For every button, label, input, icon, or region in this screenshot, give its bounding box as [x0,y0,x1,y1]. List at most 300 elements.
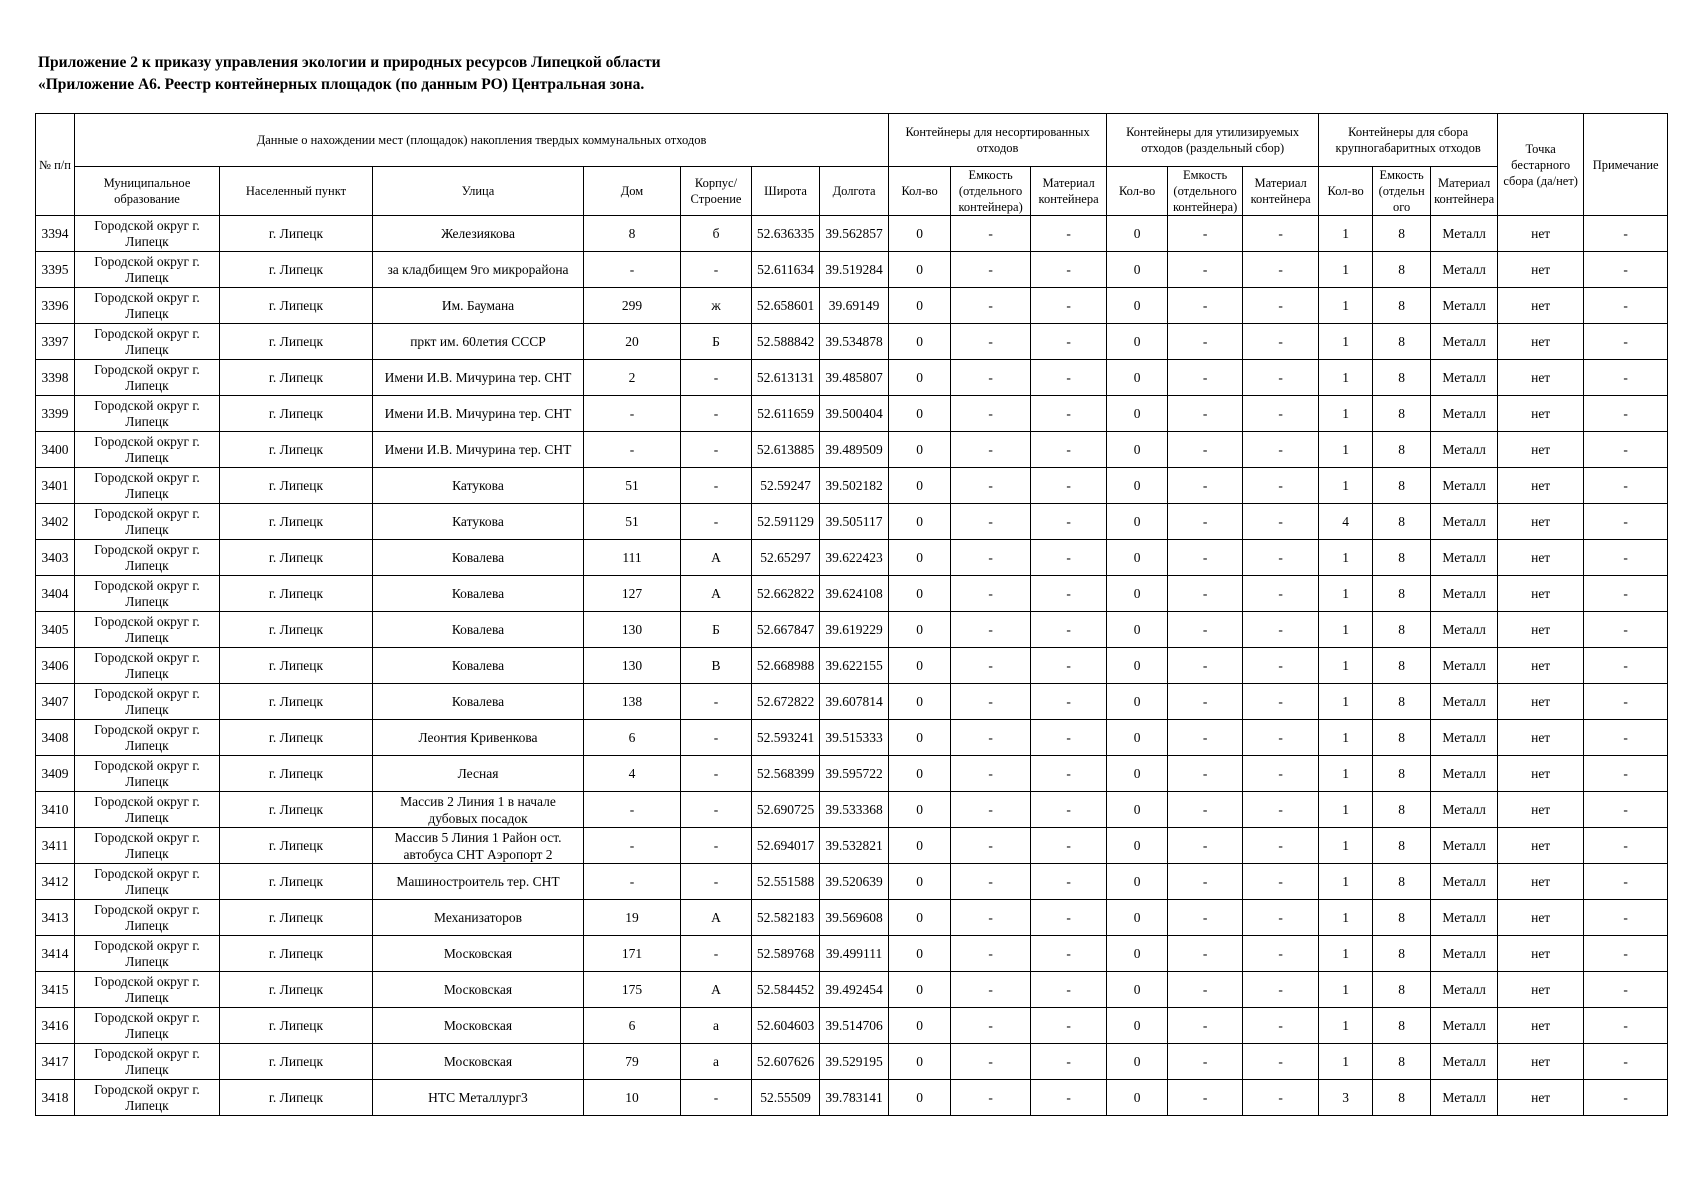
row-number: 3394 [36,216,75,252]
house-cell: - [584,828,681,864]
longitude-cell: 39.532821 [820,828,889,864]
house-header: Дом [584,167,681,216]
bulky-material-header: Материал контейнера [1431,167,1498,216]
note-cell: - [1584,396,1668,432]
building-cell: а [681,1008,752,1044]
note-cell: - [1584,288,1668,324]
bulky-material-cell: Металл [1431,612,1498,648]
bulky-capacity-header: Емкость (отдельн ого [1373,167,1431,216]
settlement-cell: г. Липецк [220,252,373,288]
row-number: 3399 [36,396,75,432]
bagless-cell: нет [1498,792,1584,828]
unsorted-capacity-cell: - [951,540,1031,576]
note-cell: - [1584,360,1668,396]
table-row [36,864,1668,900]
latitude-cell: 52.611634 [752,252,820,288]
municipality-cell: Городской округ г. Липецк [75,612,220,648]
bagless-cell: нет [1498,432,1584,468]
bagless-header: Точка бестарного сбора (да/нет) [1498,114,1584,216]
bulky-count-cell: 1 [1319,828,1373,864]
house-cell: - [584,432,681,468]
unsorted-material-cell: - [1031,216,1107,252]
street-cell: Машиностроитель тер. СНТ [373,864,584,900]
house-cell: 299 [584,288,681,324]
municipality-cell: Городской округ г. Липецк [75,1080,220,1116]
bagless-cell: нет [1498,396,1584,432]
bulky-material-cell: Металл [1431,972,1498,1008]
table-row [36,828,1668,864]
longitude-cell: 39.595722 [820,756,889,792]
longitude-cell: 39.489509 [820,432,889,468]
unsorted-capacity-cell: - [951,504,1031,540]
latitude-cell: 52.662822 [752,576,820,612]
unsorted-material-cell: - [1031,612,1107,648]
settlement-cell: г. Липецк [220,612,373,648]
municipality-cell: Городской округ г. Липецк [75,540,220,576]
unsorted-capacity-cell: - [951,720,1031,756]
recycle-material-cell: - [1243,1008,1319,1044]
recycle-count-cell: 0 [1107,828,1168,864]
row-number: 3398 [36,360,75,396]
recycle-capacity-cell: - [1168,756,1243,792]
note-cell: - [1584,720,1668,756]
bagless-cell: нет [1498,684,1584,720]
settlement-cell: г. Липецк [220,792,373,828]
recycle-material-cell: - [1243,612,1319,648]
row-number: 3412 [36,864,75,900]
settlement-cell: г. Липецк [220,216,373,252]
unsorted-count-cell: 0 [889,936,951,972]
bulky-count-cell: 1 [1319,684,1373,720]
recycle-count-cell: 0 [1107,324,1168,360]
recycle-count-cell: 0 [1107,576,1168,612]
table-row [36,684,1668,720]
unsorted-capacity-cell: - [951,432,1031,468]
latitude-cell: 52.690725 [752,792,820,828]
bulky-capacity-cell: 8 [1373,396,1431,432]
bulky-count-cell: 1 [1319,540,1373,576]
recycle-capacity-cell: - [1168,216,1243,252]
bagless-cell: нет [1498,900,1584,936]
bagless-cell: нет [1498,504,1584,540]
recycle-material-cell: - [1243,684,1319,720]
recycle-capacity-cell: - [1168,900,1243,936]
bulky-material-cell: Металл [1431,792,1498,828]
table-row [36,288,1668,324]
bagless-cell: нет [1498,216,1584,252]
bulky-capacity-cell: 8 [1373,936,1431,972]
unsorted-material-cell: - [1031,1008,1107,1044]
bulky-count-cell: 1 [1319,324,1373,360]
recycle-capacity-cell: - [1168,576,1243,612]
unsorted-material-cell: - [1031,324,1107,360]
settlement-cell: г. Липецк [220,432,373,468]
unsorted-material-cell: - [1031,936,1107,972]
latitude-cell: 52.611659 [752,396,820,432]
recycle-count-cell: 0 [1107,756,1168,792]
latitude-cell: 52.694017 [752,828,820,864]
bulky-count-cell: 1 [1319,972,1373,1008]
note-cell: - [1584,576,1668,612]
building-cell: б [681,216,752,252]
bulky-capacity-cell: 8 [1373,576,1431,612]
settlement-cell: г. Липецк [220,972,373,1008]
table-row [36,576,1668,612]
recycle-capacity-cell: - [1168,828,1243,864]
bulky-count-cell: 1 [1319,360,1373,396]
latitude-cell: 52.588842 [752,324,820,360]
recycle-count-cell: 0 [1107,900,1168,936]
table-row [36,324,1668,360]
settlement-cell: г. Липецк [220,468,373,504]
table-row [36,396,1668,432]
building-cell: Б [681,324,752,360]
table-row [36,1080,1668,1116]
bulky-count-cell: 3 [1319,1080,1373,1116]
building-cell: - [681,720,752,756]
bulky-material-cell: Металл [1431,432,1498,468]
bulky-capacity-cell: 8 [1373,504,1431,540]
unsorted-material-cell: - [1031,1080,1107,1116]
recycle-count-cell: 0 [1107,936,1168,972]
recycle-capacity-cell: - [1168,432,1243,468]
building-cell: ж [681,288,752,324]
bulky-material-cell: Металл [1431,828,1498,864]
latitude-cell: 52.593241 [752,720,820,756]
unsorted-capacity-cell: - [951,792,1031,828]
table-row [36,1008,1668,1044]
bulky-material-cell: Металл [1431,288,1498,324]
title-line-1: Приложение 2 к приказу управления экологии и природных ресурсов Липецкой области [38,54,661,71]
recycle-capacity-cell: - [1168,396,1243,432]
recycle-material-cell: - [1243,936,1319,972]
recycle-capacity-cell: - [1168,792,1243,828]
recycle-count-cell: 0 [1107,288,1168,324]
location-group-header: Данные о нахождении мест (площадок) накопления твердых коммунальных отходов [75,114,889,167]
longitude-cell: 39.492454 [820,972,889,1008]
unsorted-capacity-cell: - [951,576,1031,612]
settlement-cell: г. Липецк [220,1008,373,1044]
bulky-material-cell: Металл [1431,252,1498,288]
latitude-cell: 52.589768 [752,936,820,972]
settlement-cell: г. Липецк [220,720,373,756]
unsorted-capacity-cell: - [951,360,1031,396]
bagless-cell: нет [1498,1044,1584,1080]
recycle-count-cell: 0 [1107,252,1168,288]
bulky-count-cell: 1 [1319,648,1373,684]
row-number: 3402 [36,504,75,540]
note-cell: - [1584,936,1668,972]
house-cell: 6 [584,1008,681,1044]
note-cell: - [1584,648,1668,684]
bulky-material-cell: Металл [1431,576,1498,612]
row-number: 3407 [36,684,75,720]
longitude-cell: 39.533368 [820,792,889,828]
bagless-cell: нет [1498,324,1584,360]
unsorted-material-cell: - [1031,828,1107,864]
unsorted-count-cell: 0 [889,864,951,900]
note-header: Примечание [1584,114,1668,216]
recycle-material-cell: - [1243,1080,1319,1116]
bulky-count-cell: 1 [1319,900,1373,936]
settlement-cell: г. Липецк [220,1044,373,1080]
unsorted-material-cell: - [1031,1044,1107,1080]
recycle-count-cell: 0 [1107,396,1168,432]
table-row [36,1044,1668,1080]
house-cell: 19 [584,900,681,936]
settlement-header: Населенный пункт [220,167,373,216]
street-cell: Имени И.В. Мичурина тер. СНТ [373,432,584,468]
unsorted-capacity-cell: - [951,324,1031,360]
building-cell: а [681,1044,752,1080]
bulky-material-cell: Металл [1431,684,1498,720]
row-number: 3406 [36,648,75,684]
recycle-capacity-cell: - [1168,252,1243,288]
row-number: 3401 [36,468,75,504]
building-cell: - [681,792,752,828]
municipality-cell: Городской округ г. Липецк [75,900,220,936]
unsorted-material-cell: - [1031,252,1107,288]
street-cell: Московская [373,972,584,1008]
street-cell: Московская [373,1044,584,1080]
note-cell: - [1584,216,1668,252]
municipality-cell: Городской округ г. Липецк [75,504,220,540]
recycle-capacity-cell: - [1168,324,1243,360]
unsorted-material-cell: - [1031,864,1107,900]
bulky-count-cell: 1 [1319,288,1373,324]
bagless-cell: нет [1498,864,1584,900]
row-number: 3416 [36,1008,75,1044]
row-number: 3418 [36,1080,75,1116]
street-header: Улица [373,167,584,216]
longitude-cell: 39.607814 [820,684,889,720]
bulky-material-cell: Металл [1431,1008,1498,1044]
recycle-capacity-cell: - [1168,972,1243,1008]
latitude-cell: 52.672822 [752,684,820,720]
municipality-cell: Городской округ г. Липецк [75,936,220,972]
municipality-cell: Городской округ г. Липецк [75,972,220,1008]
recycle-capacity-cell: - [1168,360,1243,396]
note-cell: - [1584,1008,1668,1044]
unsorted-capacity-cell: - [951,828,1031,864]
table-row [36,540,1668,576]
house-cell: 20 [584,324,681,360]
recycle-count-cell: 0 [1107,468,1168,504]
latitude-cell: 52.636335 [752,216,820,252]
municipality-header: Муниципальное образование [75,167,220,216]
bulky-material-cell: Металл [1431,648,1498,684]
house-cell: 111 [584,540,681,576]
row-number: 3408 [36,720,75,756]
unsorted-capacity-cell: - [951,1008,1031,1044]
note-cell: - [1584,684,1668,720]
recycle-material-cell: - [1243,972,1319,1008]
building-cell: - [681,468,752,504]
recycle-material-cell: - [1243,648,1319,684]
longitude-cell: 39.622423 [820,540,889,576]
house-cell: 127 [584,576,681,612]
unsorted-capacity-cell: - [951,648,1031,684]
recycle-material-cell: - [1243,360,1319,396]
bagless-cell: нет [1498,252,1584,288]
recycle-capacity-cell: - [1168,864,1243,900]
unsorted-count-cell: 0 [889,252,951,288]
bulky-count-cell: 1 [1319,216,1373,252]
municipality-cell: Городской округ г. Липецк [75,720,220,756]
bulky-material-cell: Металл [1431,396,1498,432]
settlement-cell: г. Липецк [220,900,373,936]
settlement-cell: г. Липецк [220,540,373,576]
settlement-cell: г. Липецк [220,828,373,864]
table-row [36,936,1668,972]
row-number: 3410 [36,792,75,828]
recycle-capacity-cell: - [1168,1008,1243,1044]
recycle-material-cell: - [1243,900,1319,936]
row-number: 3409 [36,756,75,792]
row-number: 3396 [36,288,75,324]
municipality-cell: Городской округ г. Липецк [75,360,220,396]
bulky-material-cell: Металл [1431,468,1498,504]
bulky-capacity-cell: 8 [1373,900,1431,936]
latitude-cell: 52.65297 [752,540,820,576]
table-row [36,432,1668,468]
unsorted-count-cell: 0 [889,1044,951,1080]
longitude-cell: 39.499111 [820,936,889,972]
bulky-count-cell: 1 [1319,864,1373,900]
street-cell: Механизаторов [373,900,584,936]
settlement-cell: г. Липецк [220,576,373,612]
bulky-count-cell: 1 [1319,252,1373,288]
unsorted-capacity-cell: - [951,900,1031,936]
bagless-cell: нет [1498,648,1584,684]
unsorted-material-cell: - [1031,792,1107,828]
latitude-cell: 52.582183 [752,900,820,936]
row-number: 3413 [36,900,75,936]
unsorted-capacity-cell: - [951,252,1031,288]
bulky-count-cell: 1 [1319,1044,1373,1080]
bulky-capacity-cell: 8 [1373,756,1431,792]
building-cell: - [681,684,752,720]
recycle-capacity-cell: - [1168,1080,1243,1116]
table-header [36,114,1668,216]
table-row [36,504,1668,540]
municipality-cell: Городской округ г. Липецк [75,828,220,864]
recycle-capacity-cell: - [1168,504,1243,540]
bulky-material-cell: Металл [1431,324,1498,360]
row-number: 3404 [36,576,75,612]
row-number: 3411 [36,828,75,864]
unsorted-count-cell: 0 [889,288,951,324]
document-title [38,52,661,96]
building-cell: - [681,936,752,972]
longitude-cell: 39.562857 [820,216,889,252]
row-number: 3403 [36,540,75,576]
unsorted-capacity-cell: - [951,756,1031,792]
bulky-capacity-cell: 8 [1373,1044,1431,1080]
bagless-cell: нет [1498,936,1584,972]
bagless-cell: нет [1498,828,1584,864]
latitude-cell: 52.568399 [752,756,820,792]
recycle-count-cell: 0 [1107,720,1168,756]
settlement-cell: г. Липецк [220,504,373,540]
recycle-capacity-cell: - [1168,612,1243,648]
street-cell: Московская [373,1008,584,1044]
unsorted-material-cell: - [1031,756,1107,792]
house-cell: 171 [584,936,681,972]
bulky-capacity-cell: 8 [1373,288,1431,324]
bulky-capacity-cell: 8 [1373,468,1431,504]
house-cell: - [584,252,681,288]
street-cell: Ковалева [373,612,584,648]
unsorted-material-cell: - [1031,900,1107,936]
note-cell: - [1584,900,1668,936]
recycle-capacity-cell: - [1168,540,1243,576]
street-cell: Ковалева [373,576,584,612]
row-number: 3397 [36,324,75,360]
building-cell: - [681,504,752,540]
municipality-cell: Городской округ г. Липецк [75,684,220,720]
title-line-2: «Приложение А6. Реестр контейнерных площадок (по данным РО) Центральная зона. [38,76,645,93]
settlement-cell: г. Липецк [220,936,373,972]
unsorted-material-cell: - [1031,540,1107,576]
unsorted-count-cell: 0 [889,324,951,360]
unsorted-capacity-cell: - [951,936,1031,972]
recycle-material-cell: - [1243,288,1319,324]
note-cell: - [1584,504,1668,540]
unsorted-capacity-cell: - [951,396,1031,432]
settlement-cell: г. Липецк [220,324,373,360]
longitude-cell: 39.569608 [820,900,889,936]
bulky-count-cell: 1 [1319,936,1373,972]
building-cell: А [681,576,752,612]
unsorted-material-cell: - [1031,432,1107,468]
unsorted-count-cell: 0 [889,828,951,864]
recycle-count-cell: 0 [1107,972,1168,1008]
longitude-cell: 39.500404 [820,396,889,432]
table-row [36,792,1668,828]
house-cell: 175 [584,972,681,1008]
unsorted-count-cell: 0 [889,216,951,252]
table-row [36,360,1668,396]
street-cell: Ковалева [373,684,584,720]
house-cell: 130 [584,612,681,648]
row-number: 3400 [36,432,75,468]
latitude-cell: 52.667847 [752,612,820,648]
bagless-cell: нет [1498,1080,1584,1116]
house-cell: 51 [584,504,681,540]
bagless-cell: нет [1498,468,1584,504]
building-cell: Б [681,612,752,648]
longitude-cell: 39.534878 [820,324,889,360]
bulky-material-cell: Металл [1431,936,1498,972]
unsorted-count-cell: 0 [889,1080,951,1116]
street-cell: Имени И.В. Мичурина тер. СНТ [373,360,584,396]
row-number: 3417 [36,1044,75,1080]
recycle-material-cell: - [1243,1044,1319,1080]
bulky-capacity-cell: 8 [1373,684,1431,720]
table-row [36,252,1668,288]
recycle-capacity-cell: - [1168,720,1243,756]
unsorted-group-header: Контейнеры для несортированных отходов [889,114,1107,167]
bulky-group-header: Контейнеры для сбора крупногабаритных отходов [1319,114,1498,167]
unsorted-material-cell: - [1031,396,1107,432]
recycle-capacity-cell: - [1168,936,1243,972]
municipality-cell: Городской округ г. Липецк [75,792,220,828]
bulky-material-cell: Металл [1431,1044,1498,1080]
bulky-material-cell: Металл [1431,360,1498,396]
street-cell: Массив 2 Линия 1 в начале дубовых посадок [373,792,584,828]
bulky-material-cell: Металл [1431,504,1498,540]
